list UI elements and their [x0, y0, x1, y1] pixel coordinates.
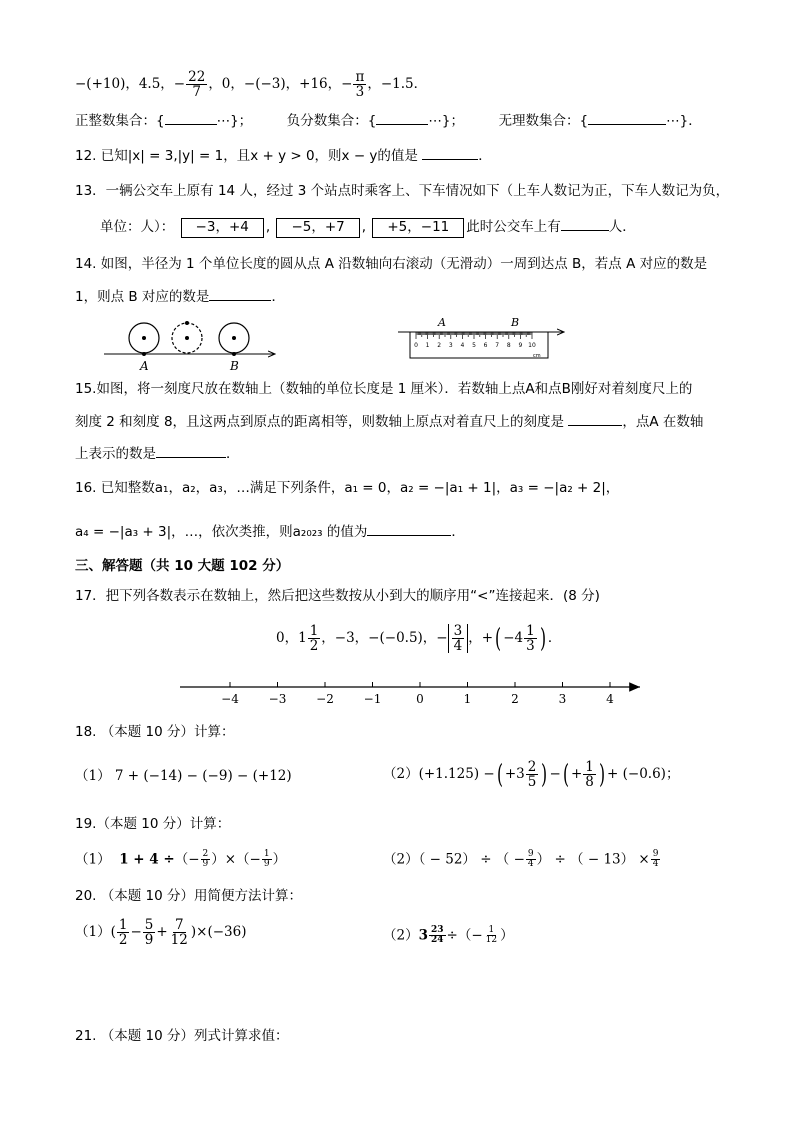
question-21-title: 21. （本题 10 分）列式计算求值：: [75, 1028, 289, 1044]
question-18-title: 18. （本题 10 分）计算：: [75, 724, 235, 740]
question-14-line1: 14. 如图，半径为 1 个单位长度的圆从点 A 沿数轴向右滚动（无滑动）一周到达点 B，若点 A 对应的数是: [75, 256, 708, 272]
question-20-part1: （1）( $\frac{1}{2}$ − $\frac{5}{9}$ + $\frac{7}{12}$ )×(−36): [75, 917, 247, 949]
question-15-line1: 15.如图，将一刻度尺放在数轴上（数轴的单位长度是 1 厘米）．若数轴上点A和点B刚好对着刻度尺上的: [75, 381, 693, 397]
fraction: $\frac{\pi}{3}$: [355, 69, 365, 101]
axis-tick-label: 2: [511, 692, 519, 706]
number-list: −(+10)，4.5，− $\frac{22}{7}$ ，0，−(−3)，+16，− $\frac{\pi}{3}$ ，−1.5．: [75, 69, 428, 101]
axis-tick-label: 4: [606, 692, 614, 706]
svg-text:A: A: [438, 316, 446, 329]
question-14-line2: 1，则点 B 对应的数是 ．: [75, 289, 285, 305]
question-15-line3: 上表示的数是 ．: [75, 446, 240, 462]
ruler-tick-label: 10: [528, 342, 536, 349]
question-15-line2: 刻度 2 和刻度 8，且这两点到原点的距离相等，则数轴上原点对着直尺上的刻度是 ，点A 在数轴: [75, 414, 704, 430]
axis-tick-label: −4: [221, 692, 239, 706]
passenger-box-1: −3，+4: [181, 218, 264, 238]
svg-text:B: B: [511, 316, 520, 329]
svg-text:cm: cm: [533, 353, 541, 359]
ruler-tick-label: 0: [414, 342, 418, 349]
axis-tick-label: −2: [316, 692, 334, 706]
question-12: 12. 已知|x| = 3,|y| = 1，且x + y > 0，则x − y的值是 ．: [75, 148, 492, 164]
ruler-tick-label: 9: [518, 342, 523, 349]
ruler-tick-label: 4: [460, 342, 465, 349]
question-19-title: 19.（本题 10 分）计算：: [75, 816, 231, 832]
ruler-tick-label: 7: [495, 342, 500, 349]
question-18-part2: （2）(+1.125) −( +3 $\frac{2}{5}$ ) −( + $\frac{1}{8}$ ) + (−0.6)；: [383, 759, 680, 791]
question-16-line2: a₄ = −|a₃ + 3|，…，依次类推，则a₂₀₂₃ 的值为 ．: [75, 524, 465, 540]
number-axis: [178, 678, 648, 710]
question-13-line2: 单位：人）： −3，+4 , −5，+7 , +5，−11 此时公交车上有 人．: [100, 218, 636, 238]
question-19-part2: （2）（ − 52） ÷ （ − $\frac{9}{4}$ ） ÷ （ − 13） × $\frac{9}{4}$: [383, 849, 659, 870]
ruler-tick-label: 5: [472, 342, 476, 349]
question-17-numbers: 0，1 $\frac{1}{2}$ ，−3，−(−0.5)，− $\frac{3}{4}$ ，+( −4 $\frac{1}{3}$ ) ．: [276, 623, 562, 655]
sets-line: 正整数集合：{ ⋯}； 负分数集合：{ ⋯}； 无理数集合：{ ⋯}．: [75, 113, 702, 129]
ruler-figure: [396, 316, 568, 362]
label-a: A: [140, 359, 149, 373]
question-13-line1: 13．一辆公交车上原有 14 人，经过 3 个站点时乘客上、下车情况如下（上车人数记为正，下车人数记为负，: [75, 183, 730, 199]
question-18-part1: （1） 7 + (−14) − (−9) − (+12): [75, 768, 292, 784]
ruler-tick-label: 2: [437, 342, 442, 349]
question-16-line1: 16. 已知整数a₁，a₂，a₃，…满足下列条件，a₁ = 0，a₂ = −|a₁ + 1|，a₃ = −|a₂ + 2|，: [75, 480, 620, 496]
ruler-tick-label: 6: [483, 342, 488, 349]
axis-tick-label: −3: [268, 692, 287, 706]
question-20-title: 20. （本题 10 分）用简便方法计算：: [75, 888, 303, 904]
ruler-tick-label: 1: [425, 342, 430, 349]
axis-tick-label: 1: [463, 692, 472, 706]
axis-tick-label: 0: [416, 692, 424, 706]
ruler-tick-label: 3: [448, 342, 453, 349]
axis-tick-label: 3: [558, 692, 567, 706]
ruler-tick-label: 8: [506, 342, 511, 349]
fraction: $\frac{22}{7}$: [188, 69, 206, 101]
question-17: 17．把下列各数表示在数轴上，然后把这些数按从小到大的顺序用“<”连接起来．(8 分): [75, 588, 600, 604]
passenger-box-2: −5，+7: [276, 218, 359, 238]
rolling-circle-figure: [100, 318, 280, 374]
passenger-box-3: +5，−11: [372, 218, 464, 238]
question-19-part1: （1） 1 + 4 ÷（− $\frac{2}{9}$ ）×（− $\frac{1}{9}$ ）: [75, 849, 287, 870]
question-20-part2: （2）3 $\frac{23}{24}$ ÷（− $\frac{1}{12}$ ）: [383, 925, 514, 946]
section-3-heading: 三、解答题（共 10 大题 102 分）: [75, 558, 290, 574]
label-b: B: [230, 359, 239, 373]
axis-tick-label: −1: [363, 692, 382, 706]
